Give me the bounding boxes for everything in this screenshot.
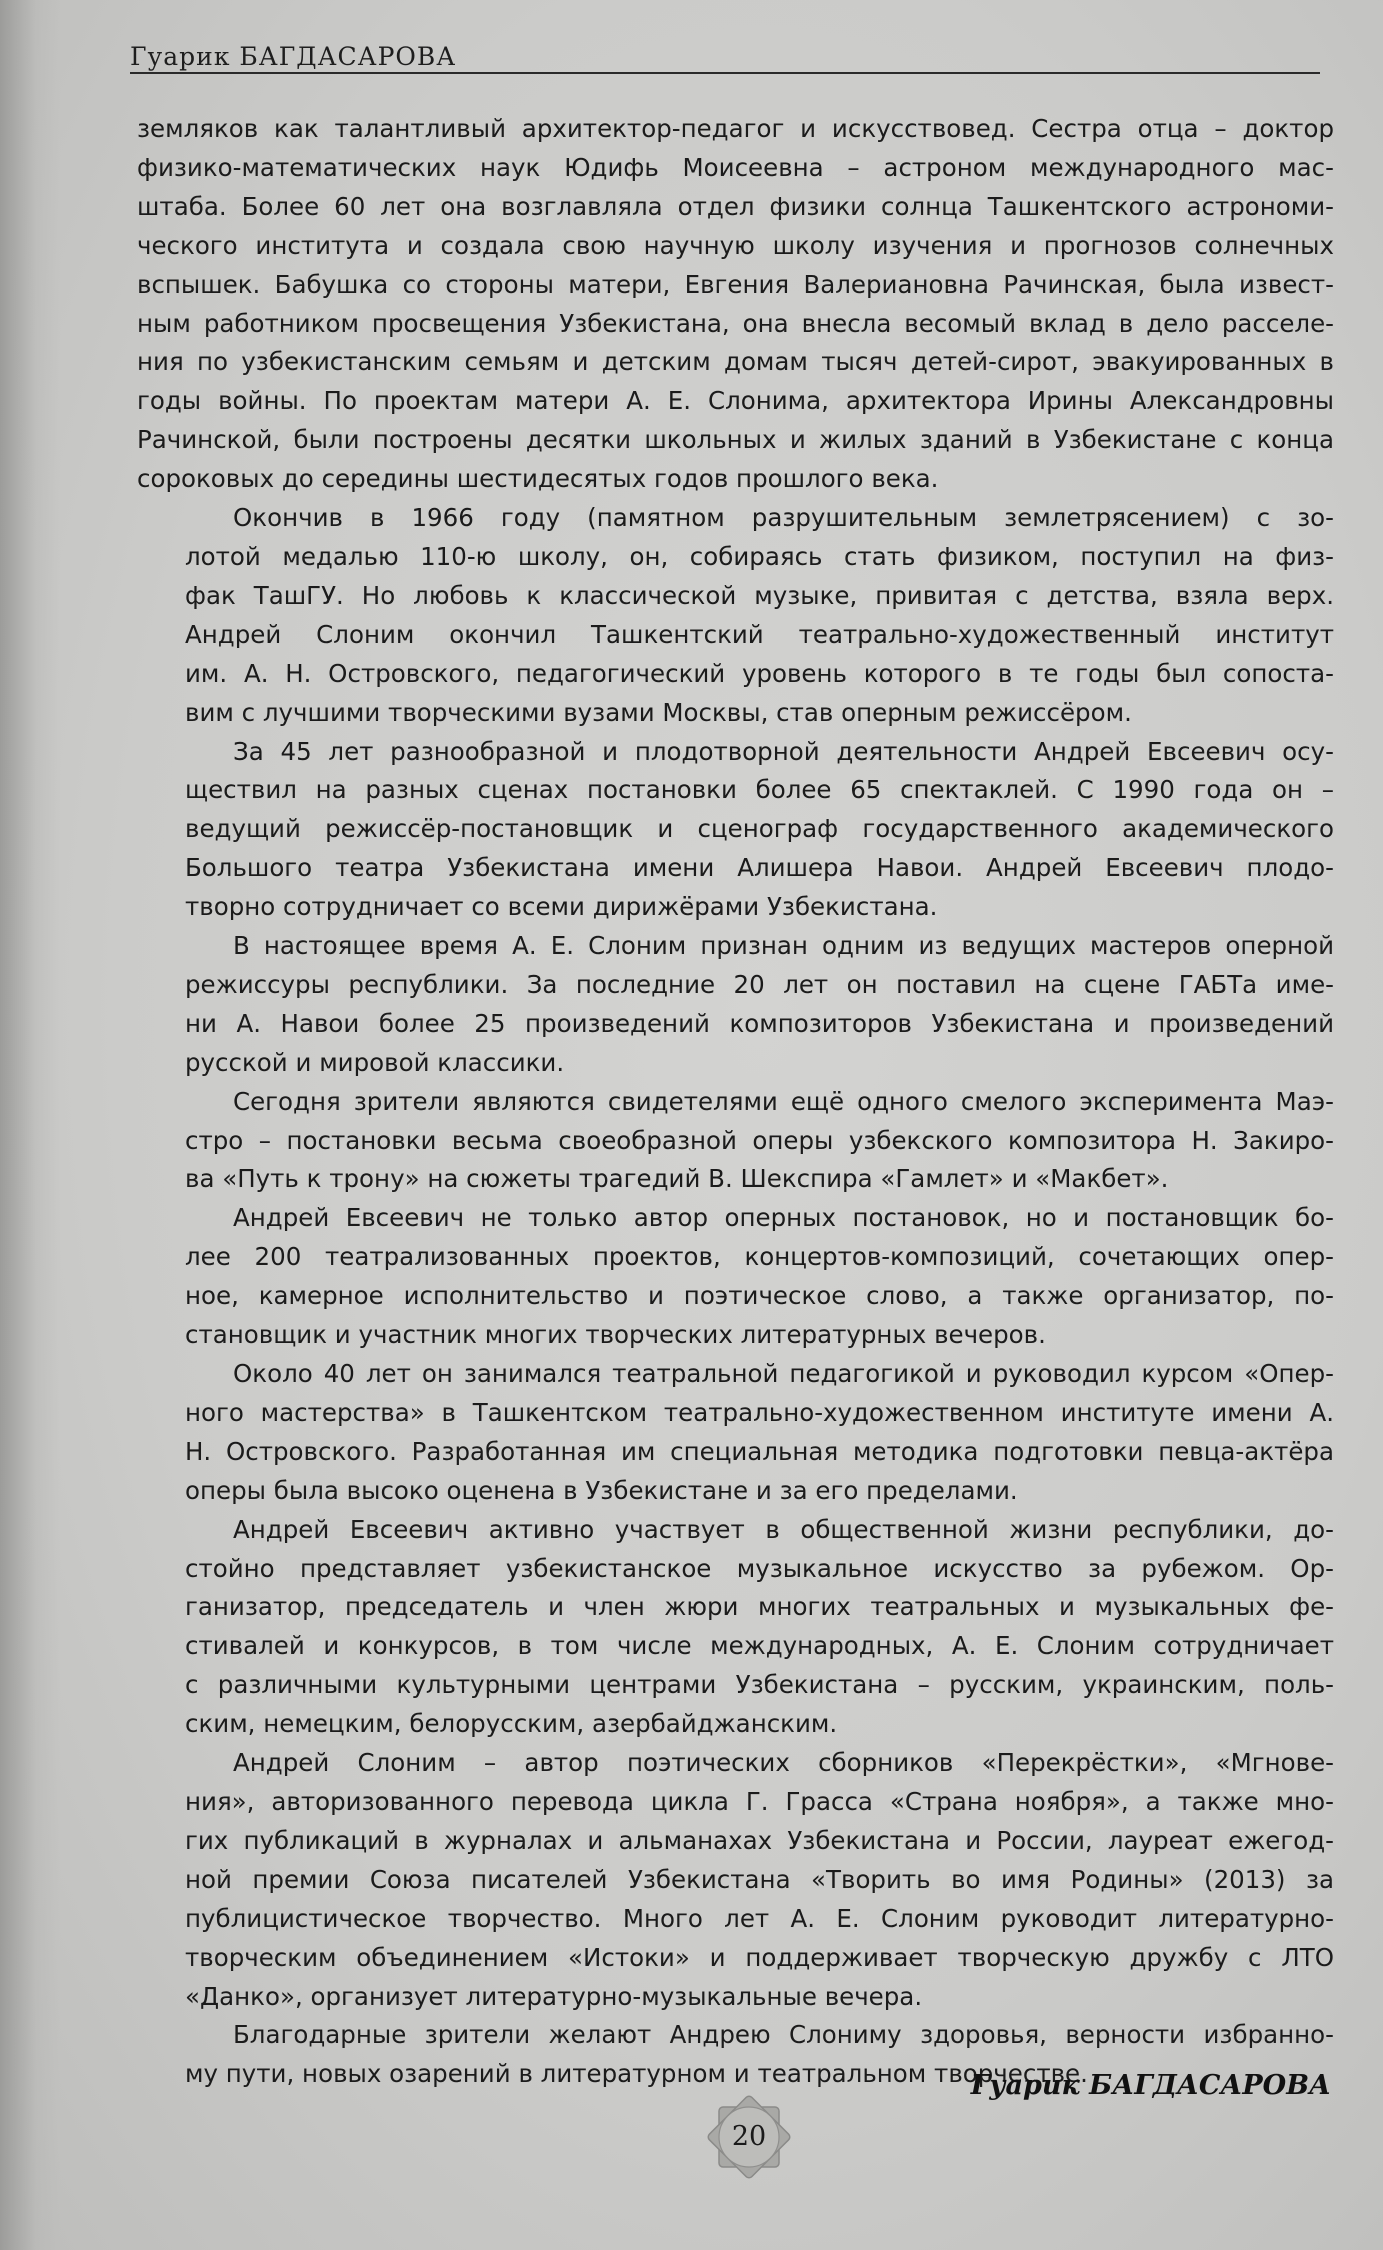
paragraph [137, 1744, 1334, 2016]
text-line: творческим объединением «Истоки» и поддерживает творческую дружбу с ЛТО [185, 1942, 1334, 1972]
spine-shadow [0, 0, 60, 2250]
text-line: Около 40 лет он занимался театральной педагогикой и руководил курсом «Опер- [233, 1359, 1334, 1388]
text-line: ведущий режиссёр-постановщик и сценограф государственного академического [185, 814, 1334, 844]
text-line: Рачинской, были построены десятки школьных и жилых зданий в Узбекистане с конца [137, 425, 1334, 455]
text-line: стивалей и конкурсов, в том числе международных, А. Е. Слоним сотрудничает [185, 1631, 1334, 1661]
text-line: вим с лучшими творческими вузами Москвы, став оперным режиссёром. [185, 697, 1132, 727]
text-line: ва «Путь к трону» на сюжеты трагедий В. Шекспира «Гамлет» и «Макбет». [185, 1164, 1169, 1194]
text-line: стро – постановки весьма своеобразной оперы узбекского композитора Н. Закиро- [185, 1125, 1334, 1155]
text-line: Окончив в 1966 году (памятном разрушительным землетрясением) с зо- [233, 503, 1334, 533]
text-line: ной премии Союза писателей Узбекистана «Творить во имя Родины» (2013) за [185, 1864, 1334, 1894]
text-line: творно сотрудничает со всеми дирижёрами Узбекистана. [185, 892, 938, 922]
text-line: ни А. Навои более 25 произведений композиторов Узбекистана и произведений [185, 1008, 1334, 1038]
paragraph [137, 1511, 1334, 1744]
text-line: ния», авторизованного перевода цикла Г. Грасса «Страна ноября», а также мно- [185, 1786, 1334, 1816]
article-body [137, 110, 1334, 2094]
text-line: Андрей Евсеевич активно участвует в общественной жизни республики, до- [233, 1514, 1334, 1544]
text-line: За 45 лет разнообразной и плодотворной деятельности Андрей Евсеевич осу- [233, 736, 1334, 766]
text-line: Андрей Слоним окончил Ташкентский театрально-художественный институт [185, 619, 1334, 649]
text-line: земляков как талантливый архитектор-педагог и искусствовед. Сестра отца – доктор [137, 114, 1334, 143]
text-line: му пути, новых озарений в литературном и театральном творчестве. [185, 2059, 1088, 2089]
text-line: ганизатор, председатель и член жюри многих театральных и музыкальных фе- [185, 1592, 1334, 1622]
text-line: «Данко», организует литературно-музыкальные вечера. [185, 1981, 923, 2011]
text-line: ческого института и создала свою научную школу изучения и прогнозов солнечных [137, 230, 1334, 260]
text-line: вспышек. Бабушка со стороны матери, Евгения Валериановна Рачинская, была извест- [137, 269, 1334, 299]
text-line: ное, камерное исполнительство и поэтическое слово, а также организатор, по- [185, 1281, 1334, 1311]
text-line: сороковых до середины шестидесятых годов прошлого века. [137, 464, 939, 494]
text-line: Большого театра Узбекистана имени Алишера Навои. Андрей Евсеевич плодо- [185, 853, 1334, 883]
text-line: годы войны. По проектам матери А. Е. Слонима, архитектора Ирины Александровны [137, 386, 1334, 416]
text-line: В настоящее время А. Е. Слоним признан одним из ведущих мастеров оперной [233, 931, 1334, 961]
text-line: ния по узбекистанским семьям и детским домам тысяч детей-сирот, эвакуированных в [137, 347, 1334, 377]
text-line: физико-математических наук Юдифь Моисеевна – астроном международного мас- [137, 152, 1334, 182]
author-signature: Гуарик БАГДАСАРОВА [970, 2070, 1331, 2101]
page-number-ornament [702, 2090, 796, 2184]
paragraph [137, 927, 1334, 1083]
text-line: лее 200 театрализованных проектов, концертов-композиций, сочетающих опер- [185, 1242, 1334, 1272]
text-line: им. А. Н. Островского, педагогический уровень которого в те годы был сопоста- [185, 658, 1334, 688]
text-line: штаба. Более 60 лет она возглавляла отдел физики солнца Ташкентского астрономи- [137, 191, 1334, 221]
text-line: ским, немецким, белорусским, азербайджанским. [185, 1709, 838, 1739]
paragraph [137, 733, 1334, 928]
text-line: режиссуры республики. За последние 20 лет он поставил на сцене ГАБТа име- [185, 969, 1334, 999]
text-line: оперы была высоко оценена в Узбекистане и за его пределами. [185, 1475, 1018, 1505]
running-head [130, 38, 1320, 74]
text-line: Андрей Евсеевич не только автор оперных постановок, но и постановщик бо- [233, 1203, 1334, 1233]
text-line: гих публикаций в журналах и альманахах Узбекистана и России, лауреат ежегод- [185, 1825, 1334, 1855]
page-number: 20 [731, 2121, 767, 2152]
paragraph [137, 1355, 1334, 1511]
text-line: Н. Островского. Разработанная им специальная методика подготовки певца-актёра [185, 1436, 1334, 1466]
text-line: становщик и участник многих творческих литературных вечеров. [185, 1320, 1046, 1350]
text-line: ным работником просвещения Узбекистана, она внесла весомый вклад в дело расселе- [137, 308, 1334, 338]
running-head-author: Гуарик БАГДАСАРОВА [130, 42, 457, 71]
text-line: публицистическое творчество. Много лет А. Е. Слоним руководит литературно- [185, 1903, 1334, 1933]
paragraph [137, 499, 1334, 732]
text-line: лотой медалью 110-ю школу, он, собираясь стать физиком, поступил на физ- [185, 541, 1334, 571]
text-line: Сегодня зрители являются свидетелями ещё одного смелого эксперимента Маэ- [233, 1086, 1334, 1116]
text-line: Благодарные зрители желают Андрею Слониму здоровья, верности избранно- [233, 2020, 1334, 2050]
text-line: Андрей Слоним – автор поэтических сборников «Перекрёстки», «Мгнове- [233, 1748, 1334, 1778]
text-line: стойно представляет узбекистанское музыкальное искусство за рубежом. Ор- [185, 1553, 1334, 1583]
text-line: фак ТашГУ. Но любовь к классической музыке, привитая с детства, взяла верх. [185, 580, 1334, 610]
paragraph [137, 110, 1334, 499]
text-line: с различными культурными центрами Узбекистана – русским, украинским, поль- [185, 1670, 1334, 1700]
paragraph [137, 1199, 1334, 1355]
paragraph [137, 1083, 1334, 1200]
text-line: русской и мировой классики. [185, 1047, 565, 1077]
text-line: ного мастерства» в Ташкентском театрально-художественном институте имени А. [185, 1397, 1334, 1427]
text-line: ществил на разных сценах постановки более 65 спектаклей. С 1990 года он – [185, 775, 1334, 805]
